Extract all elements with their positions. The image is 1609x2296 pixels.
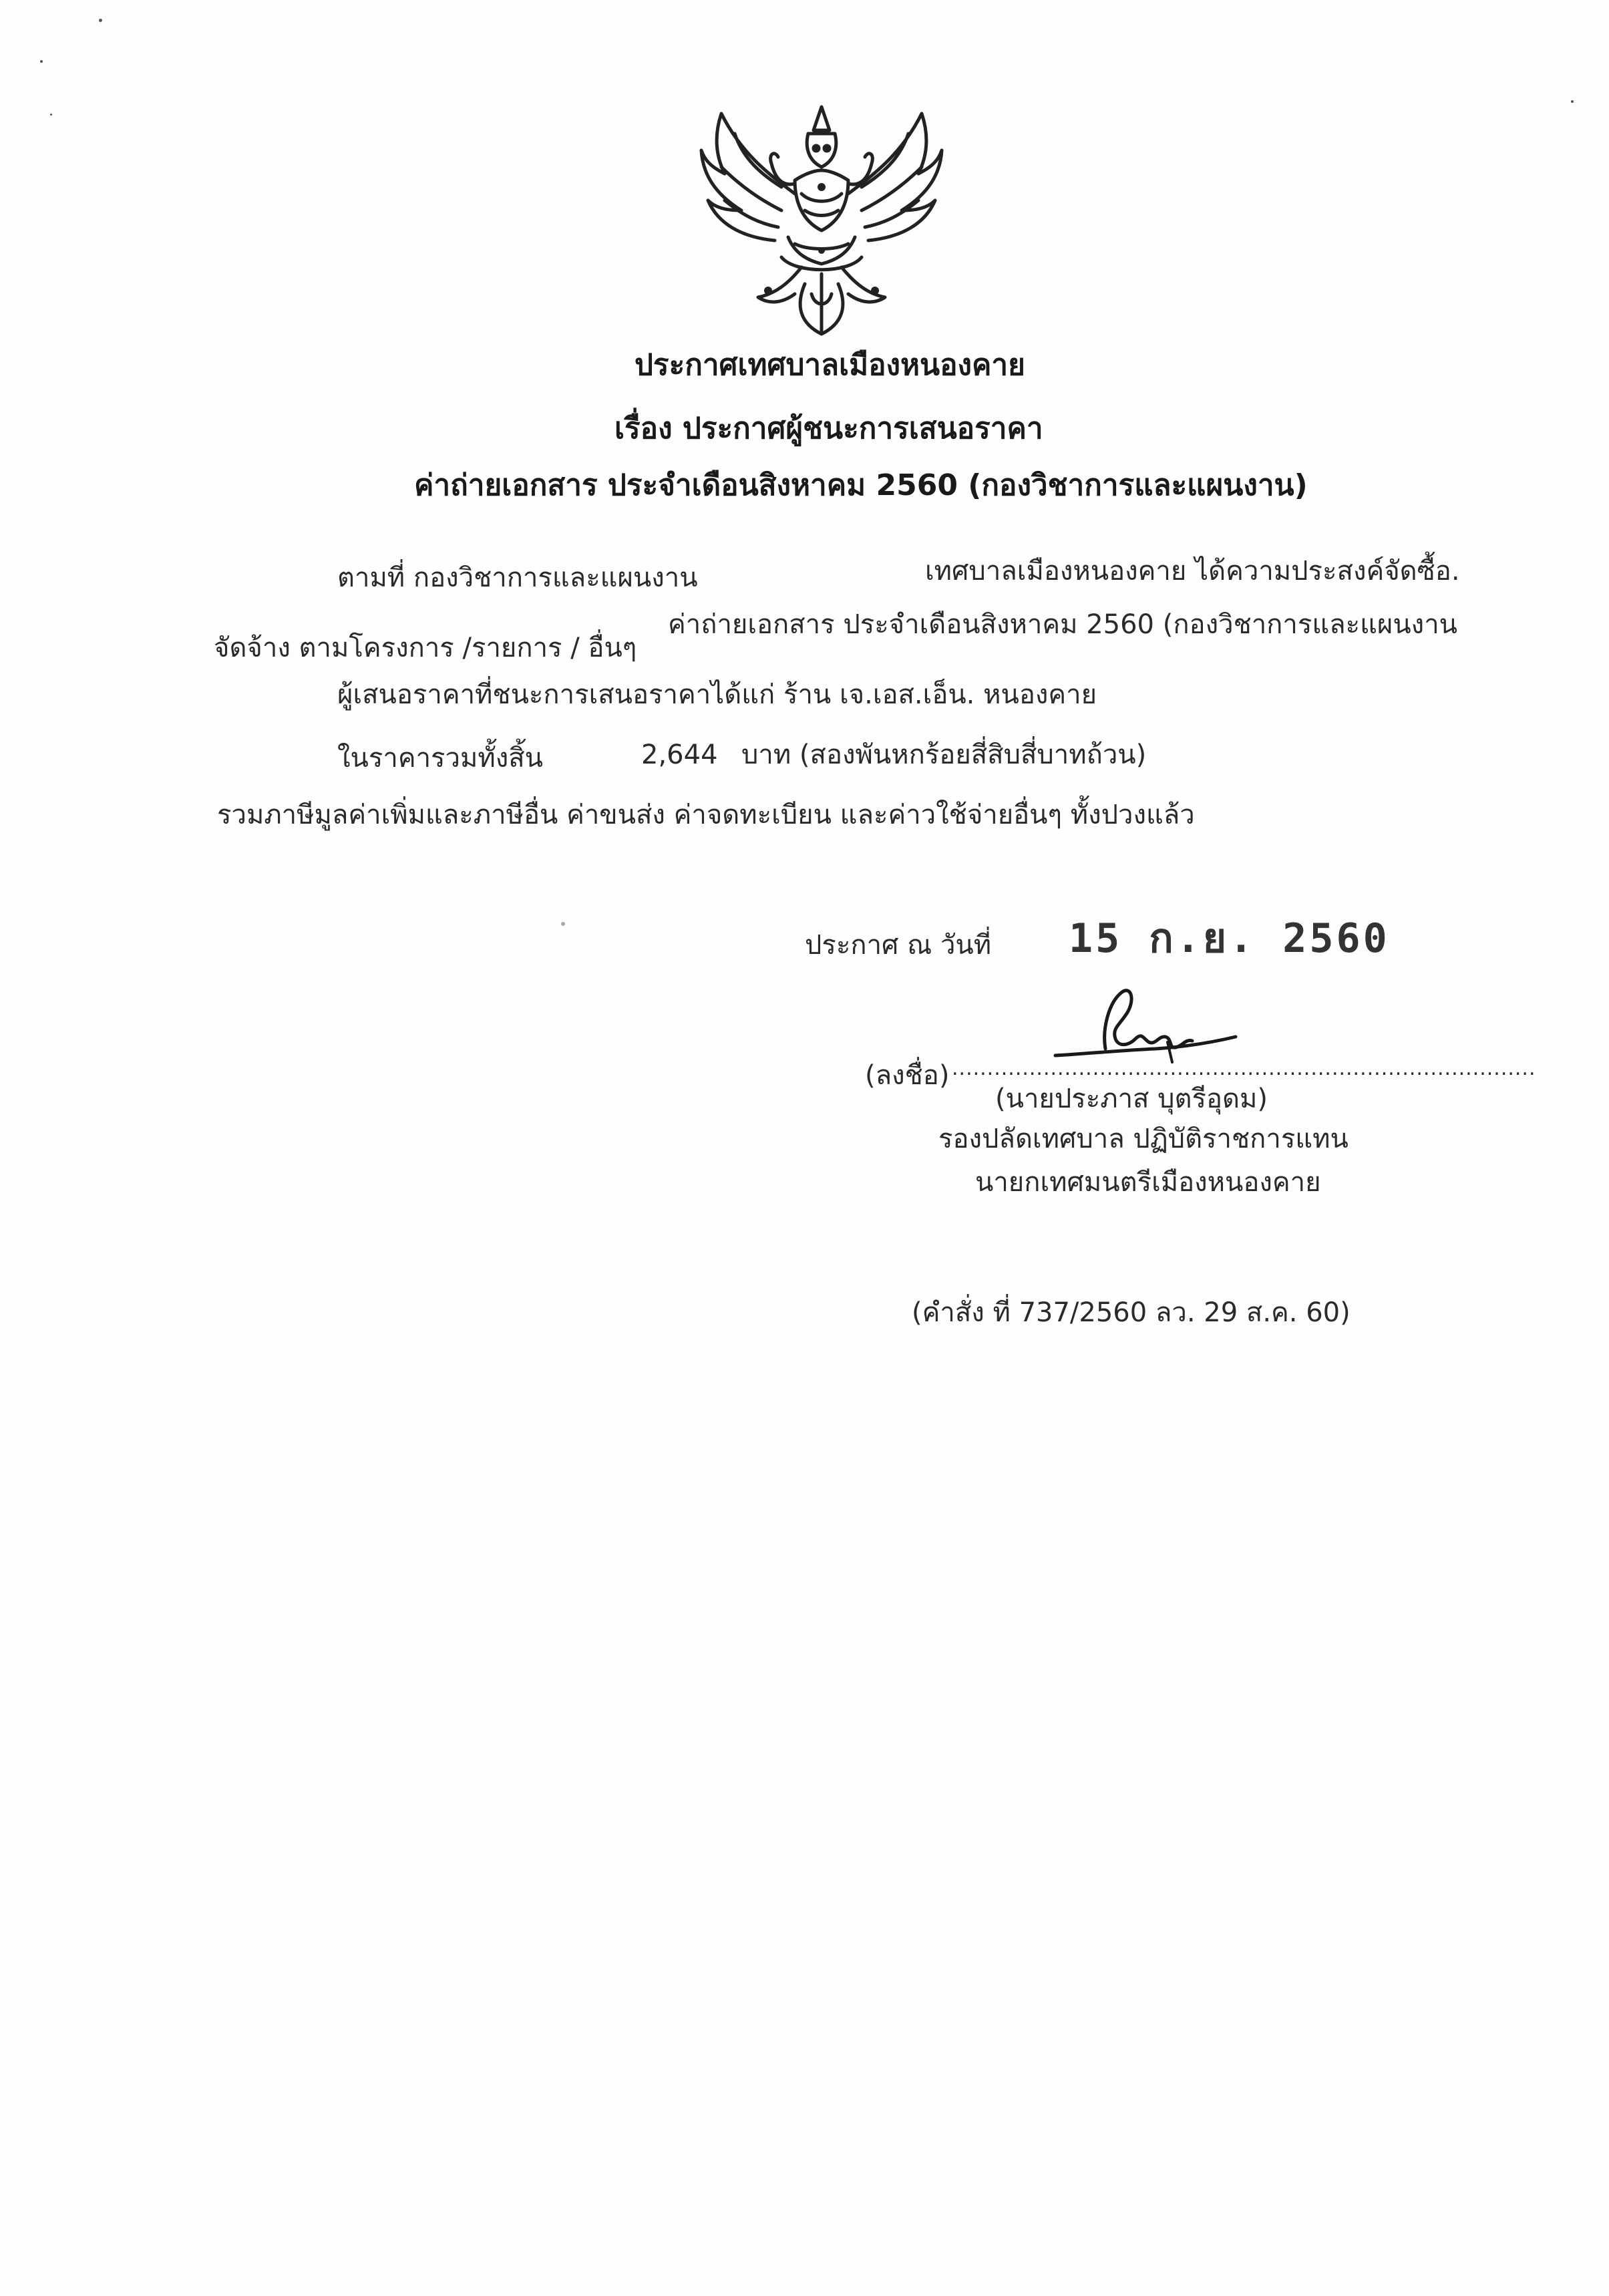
signatory-position-2: นายกเทศมนตรีเมืองหนองคาย [975,1167,1321,1198]
body-line-3: ผู้เสนอราคาที่ชนะการเสนอราคาได้แก่ ร้าน เจ.เอส.เอ็น. หนองคาย [337,679,1097,710]
garuda-emblem [695,94,948,341]
body-line-2-prefix: จัดจ้าง ตามโครงการ /รายการ / อื่นๆ [214,633,637,663]
signatory-position-1: รองปลัดเทศบาล ปฏิบัติราชการแทน [938,1124,1349,1154]
body-line-1-prefix: ตามที่ กองวิชาการและแผนงาน [337,562,698,593]
document-title-org: ประกาศเทศบาลเมืองหนองคาย [635,348,1025,382]
body-line-4-prefix: ในราคารวมทั้งสิ้น [337,743,544,774]
body-line-2-suffix: ค่าถ่ายเอกสาร ประจำเดือนสิงหาคม 2560 (กองวิชาการและแผนงาน [668,609,1458,640]
sign-dotted-line: ................................................................................... [952,1057,1536,1080]
document-subject: เรื่อง ประกาศผู้ชนะการเสนอราคา [614,412,1043,446]
announcement-date-label: ประกาศ ณ วันที่ [805,930,992,961]
scan-speck [1571,100,1574,103]
document-item-title: ค่าถ่ายเอกสาร ประจำเดือนสิงหาคม 2560 (กองวิชาการและแผนงาน) [414,468,1308,502]
price-in-words: บาท (สองพันหกร้อยสี่สิบสี่บาทถ้วน) [741,740,1147,770]
body-line-5: รวมภาษีมูลค่าเพิ่มและภาษีอื่น ค่าขนส่ง ค่าจดทะเบียน และค่าวใช้จ่ายอื่นๆ ทั้งปวงแล้ว [217,800,1195,830]
announcement-date-stamp: 15 ก.ย. 2560 [1069,915,1390,962]
body-line-1-suffix: เทศบาลเมืองหนองคาย ได้ความประสงค์จัดซื้อ. [925,556,1460,587]
signatory-name: (นายประภาส บุตรีอุดม) [995,1084,1268,1114]
scan-speck [99,19,102,22]
scan-speck [561,922,565,926]
scan-speck [50,114,52,116]
order-reference: (คำสั่ง ที่ 737/2560 ลว. 29 ส.ค. 60) [912,1297,1351,1328]
price-amount: 2,644 [641,740,718,770]
sign-label: (ลงชื่อ) [865,1060,950,1091]
scan-speck [40,60,43,63]
